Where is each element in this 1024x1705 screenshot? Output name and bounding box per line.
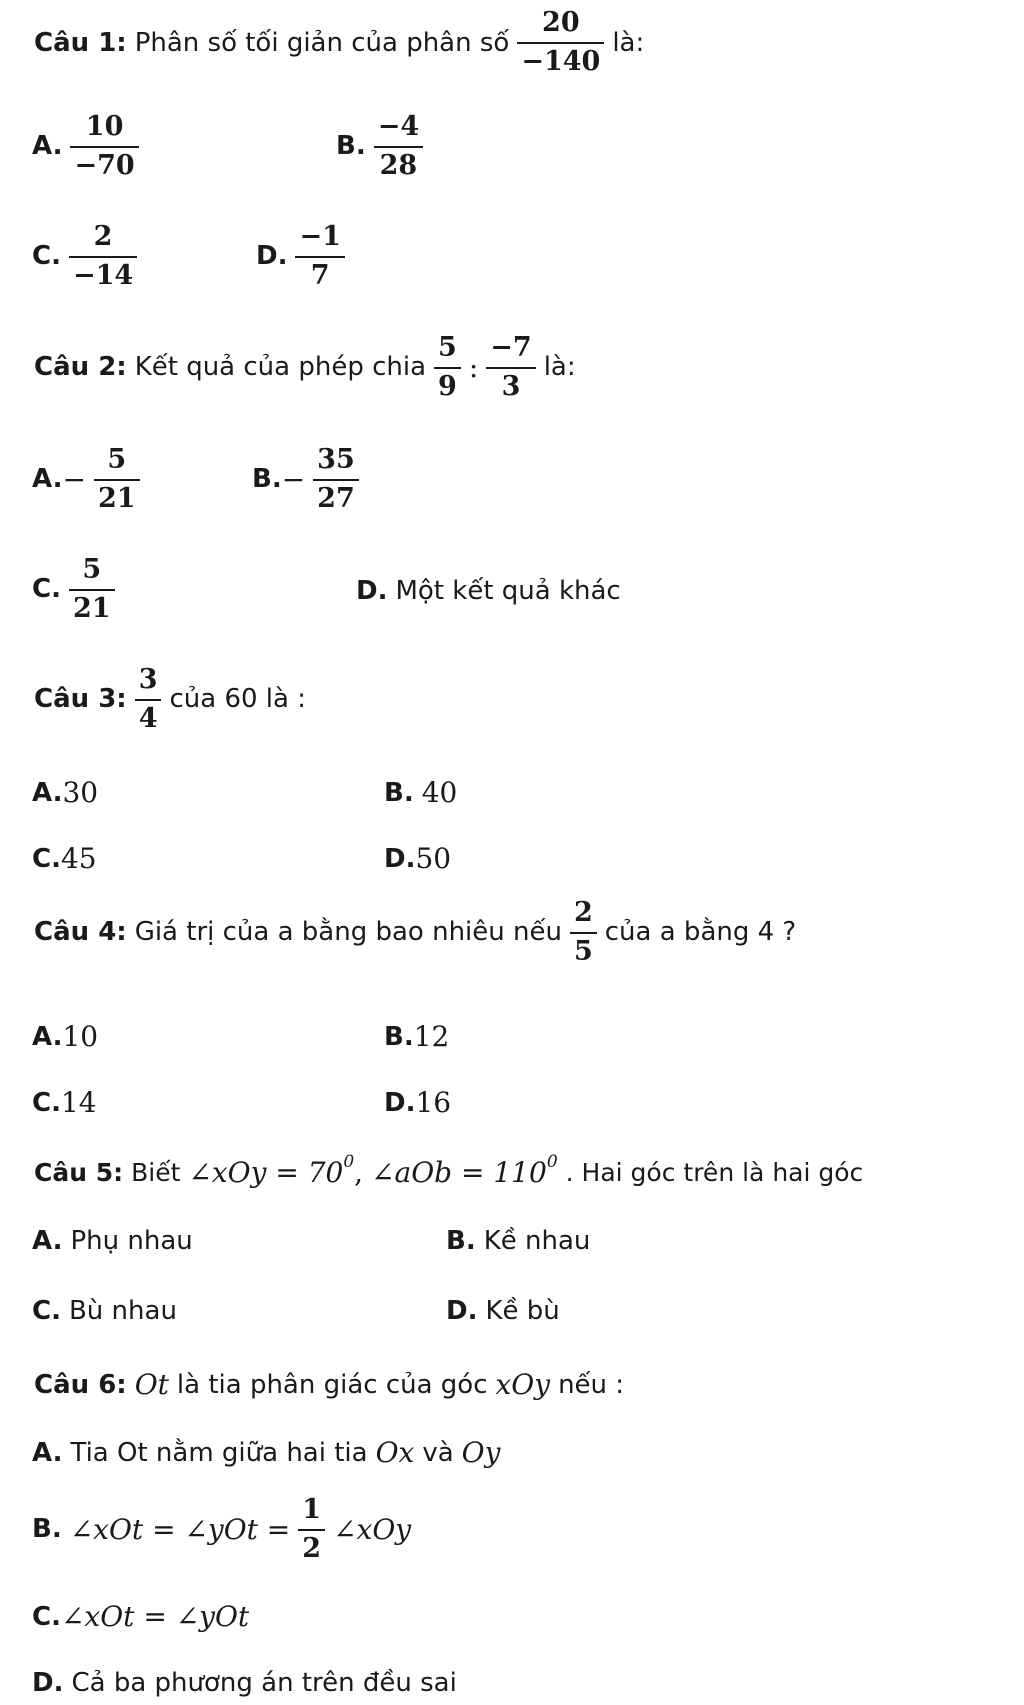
question-5-label: Câu 5: xyxy=(34,1158,124,1187)
question-6-text: là tia phân giác của góc xyxy=(176,1369,488,1400)
q4-option-d[interactable]: D. 16 xyxy=(384,1086,452,1119)
question-6-tail: nếu : xyxy=(558,1369,625,1400)
q4-option-b[interactable]: B. 12 xyxy=(384,1020,450,1053)
question-2-line: Câu 2: Kết quả của phép chia $\frac{5}{9}$ : $\frac{-7}{3}$ là: xyxy=(34,332,576,402)
question-5-text: Biết xyxy=(131,1158,181,1187)
question-1-line xyxy=(34,0,644,85)
question-4-label: Câu 4: xyxy=(34,917,127,948)
q1-option-d[interactable]: D. $\frac{-1}{7}$ xyxy=(256,222,353,290)
question-5-tail: . Hai góc trên là hai góc xyxy=(565,1158,864,1187)
question-1-fraction: $\frac{20}{-140}$ xyxy=(517,8,604,76)
question-4-line: Câu 4: Giá trị của a bằng bao nhiêu nếu $\frac{2}{5}$ của a bằng 4 ? xyxy=(34,897,797,967)
question-1-tail: là: xyxy=(612,27,645,58)
angle-aob: ∠aOb = 110 xyxy=(371,1156,547,1189)
q5-option-d[interactable]: D. Kề bù xyxy=(446,1296,560,1326)
question-6-label: Câu 6: xyxy=(34,1369,127,1400)
q6-option-c[interactable]: C. ∠xOt = ∠yOt xyxy=(32,1600,250,1633)
q6-option-a[interactable]: A. Tia Ot nằm giữa hai tia Ox và Oy xyxy=(32,1436,501,1469)
q2-option-c[interactable]: C. $\frac{5}{21}$ xyxy=(32,555,123,623)
q2-option-b[interactable]: B. − $\frac{35}{27}$ xyxy=(252,445,367,513)
question-3-label: Câu 3: xyxy=(34,684,127,715)
q2-option-a[interactable]: A. − $\frac{5}{21}$ xyxy=(32,445,148,513)
q1-option-c[interactable]: C. $\frac{2}{-14}$ xyxy=(32,222,145,290)
question-6-line: Câu 6: Ot là tia phân giác của góc xOy nếu : xyxy=(34,1368,625,1401)
q6-option-d[interactable]: D. Cả ba phương án trên đều sai xyxy=(32,1668,457,1698)
question-2-label: Câu 2: xyxy=(34,352,127,383)
q5-option-a[interactable]: A. Phụ nhau xyxy=(32,1226,193,1256)
question-3-line: Câu 3: $\frac{3}{4}$ của 60 là : xyxy=(34,664,306,734)
question-4-tail: của a bằng 4 ? xyxy=(604,917,797,948)
q2-option-d[interactable]: D. Một kết quả khác xyxy=(356,576,621,606)
q3-option-a[interactable]: A. 30 xyxy=(32,776,99,809)
q3-option-d[interactable]: D. 50 xyxy=(384,842,452,875)
question-1-text: Phân số tối giản của phân số xyxy=(134,27,510,58)
question-3-text: của 60 là : xyxy=(169,684,306,715)
q3-option-c[interactable]: C. 45 xyxy=(32,842,97,875)
q5-option-b[interactable]: B. Kề nhau xyxy=(446,1226,591,1256)
question-1-label: Câu 1: xyxy=(34,27,127,58)
question-2-tail: là: xyxy=(543,352,576,383)
q4-option-c[interactable]: C. 14 xyxy=(32,1086,97,1119)
q4-option-a[interactable]: A. 10 xyxy=(32,1020,99,1053)
q3-option-b[interactable]: B. 40 xyxy=(384,776,458,809)
question-4-text: Giá trị của a bằng bao nhiêu nếu xyxy=(134,917,562,948)
question-5-line: Câu 5: Biết ∠xOy = 70 $^0$ , ∠aOb = 110 $^0$ . Hai góc trên là hai góc xyxy=(34,1152,864,1189)
q5-option-c[interactable]: C. Bù nhau xyxy=(32,1296,177,1326)
q1-option-a[interactable]: A. $\frac{10}{-70}$ xyxy=(32,112,147,180)
question-2-text: Kết quả của phép chia xyxy=(134,352,427,383)
q6-option-b[interactable]: B. ∠xOt = ∠yOt = $\frac{1}{2}$ ∠xOy xyxy=(32,1494,412,1564)
q1-option-b[interactable]: B. $\frac{-4}{28}$ xyxy=(336,112,431,180)
angle-xoy: ∠xOy = 70 xyxy=(188,1156,344,1189)
